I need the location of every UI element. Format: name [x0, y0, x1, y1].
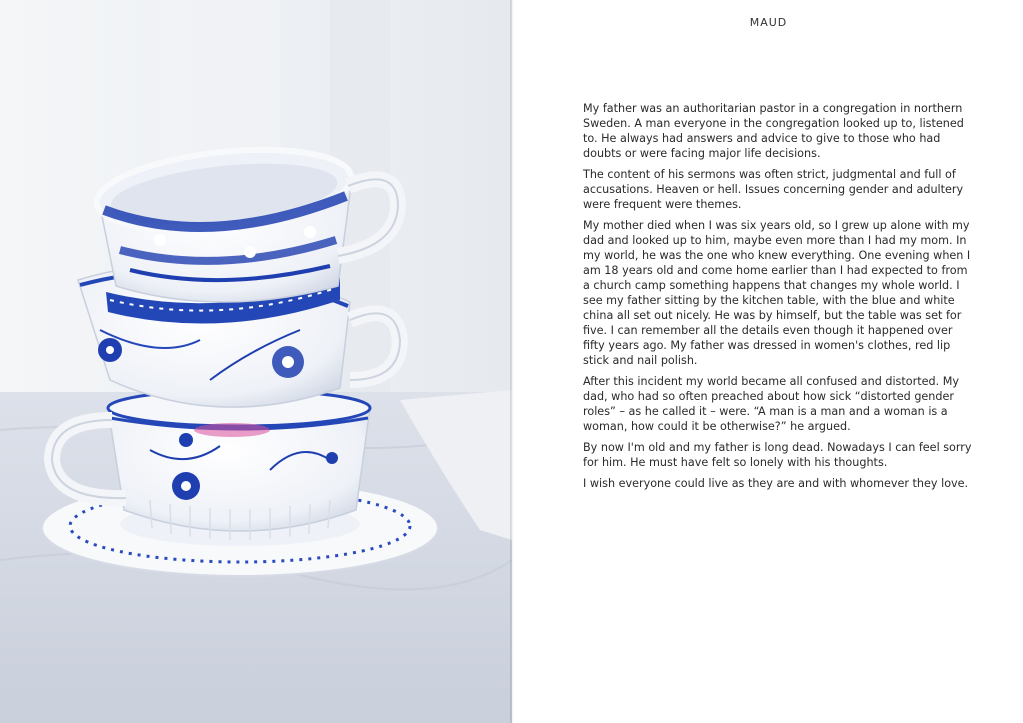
- story-body: [583, 101, 975, 497]
- text-page: [514, 0, 1023, 723]
- story-paragraph-6: I wish everyone could live as they are and with whomever they love.: [583, 477, 969, 490]
- story-paragraph-4: After this incident my world became all confused and distorted. My dad, who had so often preached about how sick “distorted gender roles” – as he called it – were. “A man is a man and a woman is a woman, how could it be otherwise?” he argued.: [583, 375, 959, 433]
- story-paragraph-3: My mother died when I was six years old, so I grew up alone with my dad and looked up to him, maybe even more than I had my mom. In my world, he was the one who knew everything. One evening when I am 18 years old and come home earlier than I had expected to from a church camp something happens that changes my whole world. I see my father sitting by the kitchen table, with the blue and white china all set out nicely. He was by himself, but the table was set for five. I can remember all the details even though it happened over fifty years ago. My father was dressed in women's clothes, red lip stick and nail polish.: [583, 219, 971, 367]
- page-title: MAUD: [749, 16, 788, 29]
- story-paragraph-2: The content of his sermons was often strict, judgmental and full of accusations. Heaven or hell. Issues concerning gender and adultery were frequent were themes.: [583, 168, 964, 211]
- story-paragraph-1: My father was an authoritarian pastor in a congregation in northern Sweden. A man everyone in the congregation looked up to, listened to. He always had answers and advice to give to those who had doubts or were facing major life decisions.: [583, 102, 964, 160]
- story-paragraph-5: By now I'm old and my father is long dead. Nowadays I can feel sorry for him. He must have felt so lonely with his thoughts.: [583, 441, 972, 469]
